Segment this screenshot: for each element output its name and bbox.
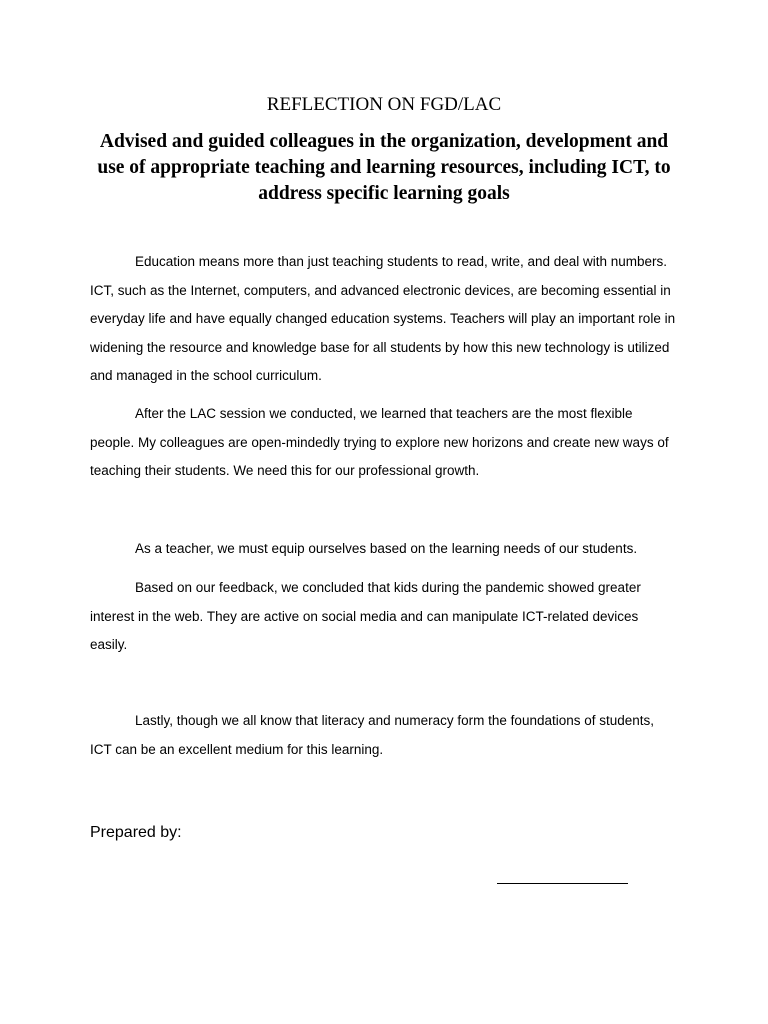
paragraph-conclusion: Lastly, though we all know that literacy and numeracy form the foundations of students, ICT can be an excellent medium for this learning. [90, 713, 655, 757]
signature-line [497, 883, 628, 884]
paragraph-education: Education means more than just teaching students to read, write, and deal with numbers. ICT, such as the Internet, computers, and advanced electronic devices, are becoming essential in everyday life and have equally changed education systems. Teachers will play an important role in widening the resource and knowledge base for all students by how this new technology is utilized and managed in the school curriculum. [90, 254, 676, 383]
paragraph-lac-session: After the LAC session we conducted, we learned that teachers are the most flexible people. My colleagues are open-mindedly trying to explore new horizons and create new ways of teaching their students. We need this for our professional growth. [90, 406, 669, 478]
document-subtitle: Advised and guided colleagues in the organization, development and use of appropriate teaching and learning resources, including ICT, to address specific learning goals [97, 131, 671, 204]
prepared-by-label: Prepared by: [90, 824, 182, 841]
paragraph-teacher-needs: As a teacher, we must equip ourselves based on the learning needs of our students. [135, 541, 638, 556]
document-title: REFLECTION ON FGD/LAC [266, 94, 502, 115]
paragraph-feedback: Based on our feedback, we concluded that kids during the pandemic showed greater interest in the web. They are active on social media and can manipulate ICT-related devices easily. [90, 580, 641, 652]
